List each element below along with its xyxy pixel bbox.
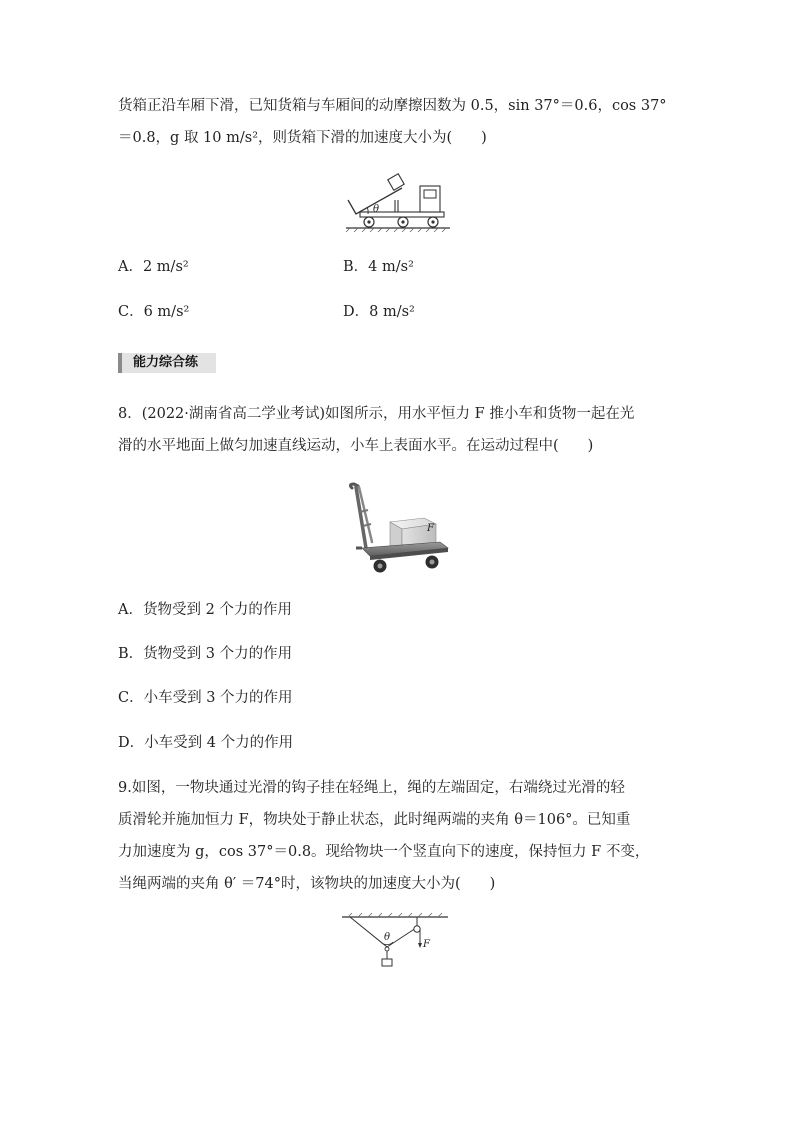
q7-option-c: C．6 m/s² — [118, 304, 190, 320]
q8-stem-line-1: 8．(2022·湖南省高二学业考试)如图所示，用水平恒力 F 推小车和货物一起在光 — [118, 406, 635, 422]
q7-stem-line-1: 货箱正沿车厢下滑，已知货箱与车厢间的动摩擦因数为 0.5，sin 37°＝0.6，cos 37° — [118, 98, 667, 114]
pulley-figure — [336, 911, 456, 971]
q9-stem — [118, 772, 680, 900]
force-f-label: F — [427, 523, 434, 534]
q8-option-c: C．小车受到 3 个力的作用 — [118, 690, 293, 706]
q9-stem-line-3: 力加速度为 g，cos 37°＝0.8。现给物块一个竖直向下的速度，保持恒力 F 不变， — [118, 844, 650, 860]
q7-option-d: D．8 m/s² — [343, 304, 415, 320]
q9-stem-line-1: 9.如图，一物块通过光滑的钩子挂在轻绳上，绳的左端固定，右端绕过光滑的轻 — [118, 780, 625, 796]
q9-stem-line-2: 质滑轮并施加恒力 F，物块处于静止状态，此时绳两端的夹角 θ＝106°。已知重 — [118, 812, 631, 828]
force-f-label-q9: F — [423, 939, 430, 950]
dump-truck-figure — [340, 172, 456, 234]
section-title: 能力综合练 — [118, 353, 216, 373]
q7-option-a: A．2 m/s² — [118, 259, 189, 275]
q8-option-b: B．货物受到 3 个力的作用 — [118, 646, 293, 662]
angle-theta-label-q9: θ — [384, 932, 391, 943]
q7-option-b: B．4 m/s² — [343, 259, 414, 275]
q8-option-a: A．货物受到 2 个力的作用 — [118, 602, 292, 618]
q8-stem — [118, 398, 680, 462]
q7-stem — [118, 90, 680, 154]
cart-figure — [344, 482, 452, 576]
q7-stem-line-2: ＝0.8，g 取 10 m/s²，则货箱下滑的加速度大小为( ) — [118, 130, 487, 146]
q8-option-d: D．小车受到 4 个力的作用 — [118, 735, 294, 751]
q8-stem-line-2: 滑的水平地面上做匀加速直线运动，小车上表面水平。在运动过程中( ) — [118, 438, 594, 454]
q9-stem-line-4: 当绳两端的夹角 θ′ ＝74°时，该物块的加速度大小为( ) — [118, 876, 496, 892]
angle-theta-label: θ — [373, 204, 380, 215]
